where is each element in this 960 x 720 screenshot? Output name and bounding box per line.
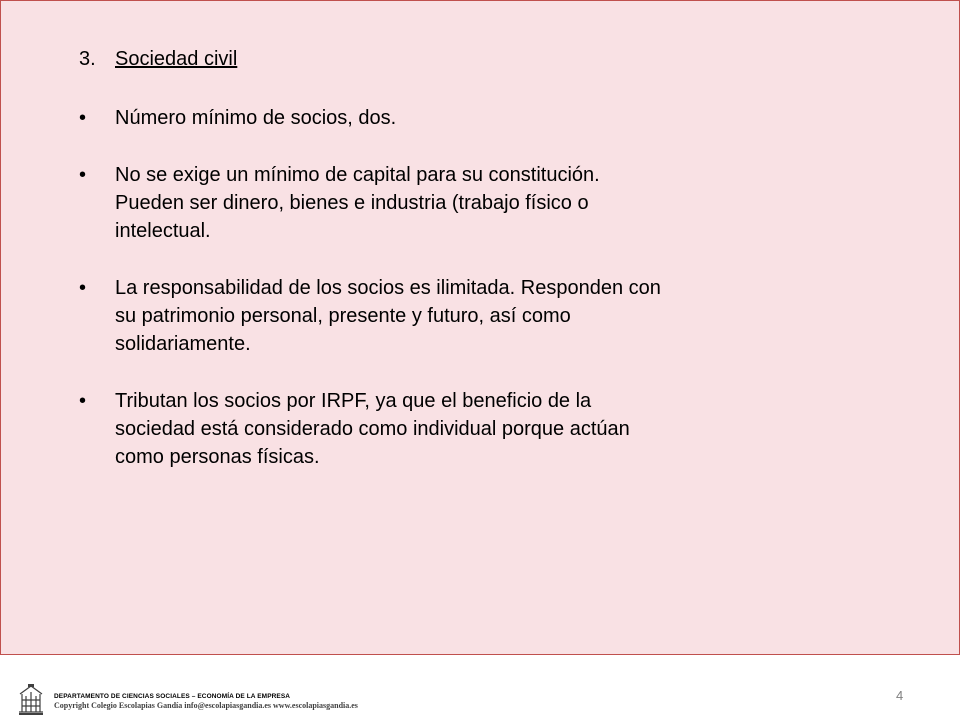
footer-text — [54, 693, 358, 711]
bullet-marker: • — [79, 107, 87, 129]
section-number: 3. — [79, 48, 96, 70]
page-number: 4 — [896, 688, 904, 703]
bullet-line: solidariamente. — [115, 333, 251, 355]
bullet-item — [79, 161, 779, 245]
bullet-line: No se exige un mínimo de capital para su constitución. — [115, 164, 600, 186]
school-crest-icon — [16, 684, 46, 716]
bullet-marker: • — [79, 390, 87, 412]
bullet-line: su patrimonio personal, presente y futuro, así como — [115, 305, 571, 327]
bullet-line: Pueden ser dinero, bienes e industria (trabajo físico o — [115, 192, 589, 214]
bullet-line: Número mínimo de socios, dos. — [115, 107, 397, 129]
bullet-item — [79, 387, 779, 471]
bullet-item — [79, 104, 779, 132]
section-title: Sociedad civil — [115, 48, 238, 70]
section-heading — [79, 45, 237, 73]
bullet-list — [79, 104, 779, 500]
bullet-line: La responsabilidad de los socios es ilimitada. Responden con — [115, 277, 661, 299]
bullet-marker: • — [79, 164, 87, 186]
bullet-line: como personas físicas. — [115, 446, 320, 468]
bullet-line: sociedad está considerado como individual porque actúan — [115, 418, 630, 440]
bullet-item — [79, 274, 779, 358]
footer-copyright: Copyright Colegio Escolapias Gandía info@escolapiasgandia.es www.escolapiasgandia.es — [54, 701, 358, 710]
bullet-marker: • — [79, 277, 87, 299]
bullet-line: Tributan los socios por IRPF, ya que el beneficio de la — [115, 390, 592, 412]
bullet-line: intelectual. — [115, 220, 211, 242]
footer-department: DEPARTAMENTO DE CIENCIAS SOCIALES – ECONOMÍA DE LA EMPRESA — [54, 693, 291, 700]
